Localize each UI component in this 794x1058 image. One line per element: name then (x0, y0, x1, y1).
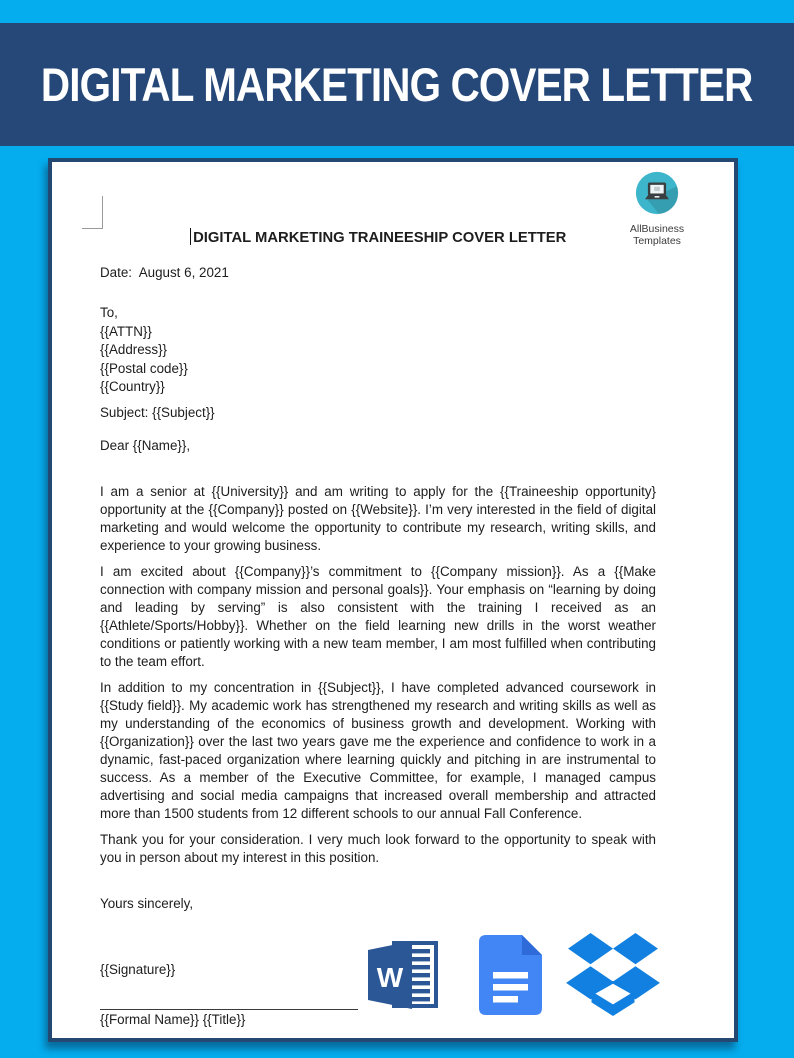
paragraph: Thank you for your consideration. I very much look forward to the opportunity to speak with you in person about my interest in this position. (100, 831, 656, 865)
header-banner (0, 23, 794, 146)
paragraph: I am excited about {{Company}}’s commitment to {{Company mission}}. As a {{Make connection with company mission and personal goals}}. Your emphasis on “learning by doing and leading by serving” is also consistent with the training I received as an {{Athlete/Sports/Hobby}}. Whether on the field learning new drills in the worst weather conditions or patiently working with a new team member, I am most fulfilled when contributing to the team effort. (100, 563, 656, 669)
logo-text-line2: Templates (633, 235, 681, 247)
signature-placeholder: {{Signature}} (100, 961, 176, 977)
page-title: DIGITAL MARKETING COVER LETTER (41, 58, 753, 111)
closing: Yours sincerely, (100, 895, 194, 911)
microsoft-word-icon[interactable] (363, 936, 441, 1014)
subject-line: Subject: {{Subject}} (100, 404, 215, 420)
recipient-line: {{Country}} (100, 379, 165, 394)
date-line: Date: August 6, 2021 (100, 265, 229, 280)
document-title: DIGITAL MARKETING TRAINEESHIP COVER LETTER (100, 228, 656, 247)
recipient-line: {{Postal code}} (100, 360, 188, 376)
formal-name-title-line: {{Formal Name}} {{Title}} (100, 1011, 246, 1027)
paragraph: In addition to my concentration in {{Subject}}, I have completed advanced coursework in {{Study field}}. My academic work has strengthened my research and writing skills as well as my understanding of the economics of business growth and development. Working with {{Organization}} over the last two years gave me the experience and confidence to work in a dynamic, fast-paced organization where learning quickly and pitching in are instrumental to success. As a member of the Executive Committee, for example, I managed campus advertising and social media campaigns that increased overall membership and attracted more than 1500 students from 12 different schools to our annual Fall Conference. (100, 679, 656, 821)
svg-text:W: W (376, 962, 404, 993)
text-cursor (190, 228, 192, 245)
signature-line (100, 1009, 358, 1010)
file-format-icons (363, 932, 662, 1018)
salutation: Dear {{Name}}, (100, 437, 191, 453)
paragraph: I am a senior at {{University}} and am writing to apply for the {{Traineeship opportunity} opportunity at the {{Company}} posted on {{Website}}. I’m very interested in the field of digital marketing and would welcome the opportunity to contribute my research, writing skills, and experience to your growing business. (100, 483, 656, 553)
recipient-line: {{Address}} (100, 342, 168, 357)
laptop-icon (634, 170, 680, 216)
recipient-block (100, 304, 656, 397)
logo-text-line1: AllBusiness (629, 223, 685, 235)
recipient-line: To, (100, 305, 118, 320)
document-page (48, 158, 738, 1042)
recipient-line: {{ATTN}} (100, 323, 152, 339)
google-docs-icon[interactable] (479, 935, 542, 1015)
letter-body (52, 162, 734, 1029)
margin-corner-mark (82, 196, 103, 229)
dropbox-icon[interactable] (564, 932, 662, 1018)
allbusinesstemplates-logo[interactable] (618, 170, 696, 247)
